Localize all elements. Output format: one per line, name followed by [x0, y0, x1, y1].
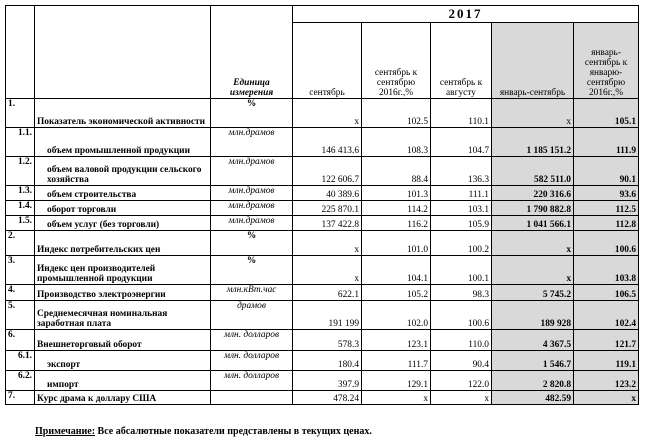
table-row: [6, 201, 639, 216]
row-label: Внешнеторговый оборот: [35, 330, 211, 351]
row-unit: млн.драмов: [211, 216, 293, 231]
cell-value: 103.8: [574, 256, 639, 285]
cell-value: 110.0: [431, 330, 492, 351]
cell-value: 108.3: [362, 128, 431, 157]
cell-value: 98.3: [431, 285, 492, 301]
cell-value: 90.4: [431, 351, 492, 371]
cell-value: 191 199: [293, 301, 362, 330]
row-label: импорт: [35, 371, 211, 391]
cell-value: 111.7: [362, 351, 431, 371]
row-unit: %: [211, 99, 293, 128]
cell-value: 482.59: [492, 391, 574, 405]
cell-value: 397.9: [293, 371, 362, 391]
cell-value: 2 820.8: [492, 371, 574, 391]
cell-value: 100.6: [431, 301, 492, 330]
cell-value: 582 511.0: [492, 157, 574, 186]
col-header-jan-sep: январь-сентябрь: [492, 23, 574, 99]
cell-value: 112.5: [574, 201, 639, 216]
table-row: [6, 216, 639, 231]
cell-value: 1 546.7: [492, 351, 574, 371]
cell-value: 106.5: [574, 285, 639, 301]
cell-value: 189 928: [492, 301, 574, 330]
row-unit: млн. долларов: [211, 371, 293, 391]
row-unit: %: [211, 231, 293, 256]
row-number: 2.: [6, 231, 35, 256]
cell-value: 111.1: [431, 186, 492, 201]
row-label: Индекс потребительских цен: [35, 231, 211, 256]
cell-value: 102.0: [362, 301, 431, 330]
cell-value: 1 790 882.8: [492, 201, 574, 216]
cell-value: 105.1: [574, 99, 639, 128]
cell-value: x: [574, 391, 639, 405]
row-label: объем валовой продукции сельского хозяйства: [35, 157, 211, 186]
cell-value: 225 870.1: [293, 201, 362, 216]
cell-value: 102.4: [574, 301, 639, 330]
table-row: [6, 285, 639, 301]
table-row: [6, 231, 639, 256]
cell-value: 103.1: [431, 201, 492, 216]
header-year: 2017: [293, 6, 639, 23]
row-unit: драмов: [211, 301, 293, 330]
cell-value: 180.4: [293, 351, 362, 371]
row-unit: млн.кВт.час: [211, 285, 293, 301]
cell-value: 105.9: [431, 216, 492, 231]
cell-value: 123.1: [362, 330, 431, 351]
footnote-text: Все абсалютные показатели представлены в текущих ценах.: [97, 426, 372, 437]
row-number: 6.2.: [6, 371, 35, 391]
table-row: [6, 391, 639, 405]
cell-value: x: [492, 256, 574, 285]
cell-value: 122.0: [431, 371, 492, 391]
cell-value: 90.1: [574, 157, 639, 186]
row-label: Среднемесячная номинальная заработная плата: [35, 301, 211, 330]
cell-value: x: [293, 256, 362, 285]
cell-value: 104.1: [362, 256, 431, 285]
row-number: 5.: [6, 301, 35, 330]
cell-value: 40 389.6: [293, 186, 362, 201]
table-row: [6, 301, 639, 330]
col-header-september: сентябрь: [293, 23, 362, 99]
header-name-cell: [35, 6, 211, 99]
row-label: оборот торговли: [35, 201, 211, 216]
cell-value: 100.1: [431, 256, 492, 285]
cell-value: 622.1: [293, 285, 362, 301]
cell-value: 93.6: [574, 186, 639, 201]
cell-value: 116.2: [362, 216, 431, 231]
cell-value: 105.2: [362, 285, 431, 301]
footnote-label: Примечание:: [35, 426, 96, 437]
row-unit: млн.драмов: [211, 186, 293, 201]
cell-value: 110.1: [431, 99, 492, 128]
cell-value: 136.3: [431, 157, 492, 186]
row-number: 7.: [6, 391, 35, 405]
cell-value: 129.1: [362, 371, 431, 391]
col-header-sep-yoy: сентябрь к сентябрю 2016г.,%: [362, 23, 431, 99]
cell-value: 112.8: [574, 216, 639, 231]
row-number: 6.1.: [6, 351, 35, 371]
cell-value: 1 185 151.2: [492, 128, 574, 157]
cell-value: 5 745.2: [492, 285, 574, 301]
table-row: [6, 157, 639, 186]
row-label: Индекс цен производителей промышленной продукции: [35, 256, 211, 285]
row-unit: млн. долларов: [211, 330, 293, 351]
row-unit: млн.драмов: [211, 201, 293, 216]
cell-value: 121.7: [574, 330, 639, 351]
header-num-cell: [6, 6, 35, 99]
table-row: [6, 99, 639, 128]
row-number: 3.: [6, 256, 35, 285]
cell-value: x: [431, 391, 492, 405]
cell-value: x: [492, 99, 574, 128]
table-row: [6, 351, 639, 371]
table-row: [6, 371, 639, 391]
table-row: [6, 330, 639, 351]
cell-value: 146 413.6: [293, 128, 362, 157]
cell-value: 1 041 566.1: [492, 216, 574, 231]
row-label: объем строительства: [35, 186, 211, 201]
cell-value: 578.3: [293, 330, 362, 351]
cell-value: 100.6: [574, 231, 639, 256]
col-header-jan-sep-yoy: январь-сентябрь к январю-сентябрю 2016г.,%: [574, 23, 639, 99]
cell-value: 123.2: [574, 371, 639, 391]
row-label: Показатель экономической активности: [35, 99, 211, 128]
row-number: 1.4.: [6, 201, 35, 216]
footnote: [35, 426, 372, 437]
row-unit: млн.драмов: [211, 157, 293, 186]
cell-value: x: [362, 391, 431, 405]
row-label: объем услуг (без торговли): [35, 216, 211, 231]
cell-value: 101.0: [362, 231, 431, 256]
economic-indicators-table: [5, 5, 639, 405]
cell-value: x: [293, 231, 362, 256]
cell-value: 104.7: [431, 128, 492, 157]
row-label: экспорт: [35, 351, 211, 371]
row-unit: %: [211, 256, 293, 285]
row-number: 4.: [6, 285, 35, 301]
row-label: Производство электроэнергии: [35, 285, 211, 301]
cell-value: 88.4: [362, 157, 431, 186]
row-number: 6.: [6, 330, 35, 351]
table-row: [6, 256, 639, 285]
row-number: 1.3.: [6, 186, 35, 201]
cell-value: x: [492, 231, 574, 256]
row-number: 1.1.: [6, 128, 35, 157]
cell-value: x: [293, 99, 362, 128]
row-unit: млн.драмов: [211, 128, 293, 157]
cell-value: 137 422.8: [293, 216, 362, 231]
row-label: объем промышленной продукции: [35, 128, 211, 157]
col-header-sep-mom: сентябрь к августу: [431, 23, 492, 99]
row-unit: млн. долларов: [211, 351, 293, 371]
cell-value: 478.24: [293, 391, 362, 405]
cell-value: 220 316.6: [492, 186, 574, 201]
row-number: 1.2.: [6, 157, 35, 186]
cell-value: 122 606.7: [293, 157, 362, 186]
table-row: [6, 128, 639, 157]
row-unit: [211, 391, 293, 405]
cell-value: 102.5: [362, 99, 431, 128]
cell-value: 111.9: [574, 128, 639, 157]
row-number: 1.5.: [6, 216, 35, 231]
header-unit: Единица измерения: [211, 6, 293, 99]
row-label: Курс драма к доллару США: [35, 391, 211, 405]
row-number: 1.: [6, 99, 35, 128]
table-row: [6, 186, 639, 201]
cell-value: 114.2: [362, 201, 431, 216]
cell-value: 119.1: [574, 351, 639, 371]
cell-value: 101.3: [362, 186, 431, 201]
cell-value: 4 367.5: [492, 330, 574, 351]
cell-value: 100.2: [431, 231, 492, 256]
